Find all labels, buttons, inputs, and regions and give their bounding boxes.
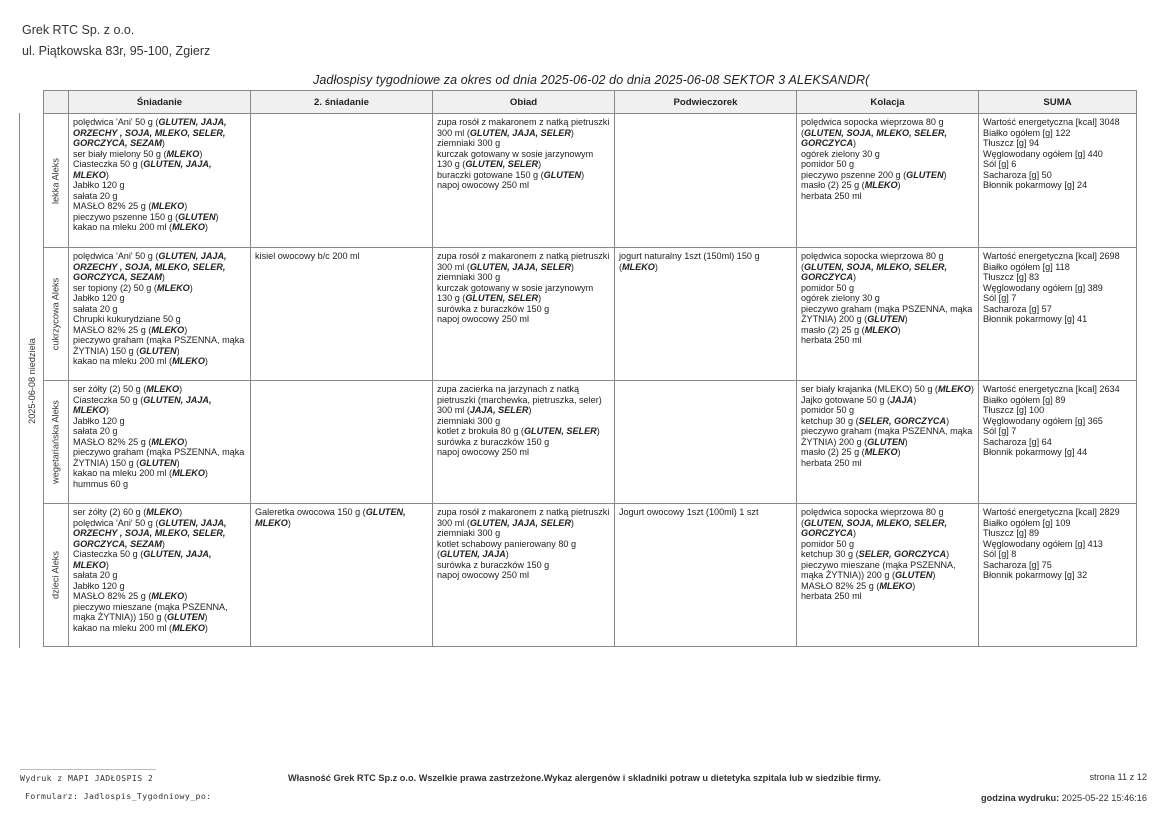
meal-item: ogórek zielony 30 g xyxy=(801,148,880,159)
meal-item: polędwica 'Ani' 50 g (GLUTEN, JAJA, ORZECHY , SOJA, MLEKO, SELER, GORCZYCA, SEZAM) xyxy=(73,251,227,283)
meal-item: sałata 20 g xyxy=(73,426,118,437)
meal-item: Ciasteczka 50 g (GLUTEN, JAJA, MLEKO) xyxy=(73,159,212,180)
meal-item: surówka z buraczków 150 g xyxy=(437,559,550,570)
meal-item: napoj owocowy 250 ml xyxy=(437,447,529,458)
meal-item: kakao na mleku 200 ml (MLEKO) xyxy=(73,623,208,634)
nutrition-value: Węglowodany ogółem [g] 365 xyxy=(983,415,1103,426)
footer-page-number: strona 11 z 12 xyxy=(1089,772,1147,782)
meal-item: kakao na mleku 200 ml (MLEKO) xyxy=(73,222,208,233)
meal-cell-kolacja xyxy=(797,504,979,647)
meal-item: kurczak gotowany w sosie jarzynowym 130 g (GLUTEN, SELER) xyxy=(437,148,594,170)
meal-cell-podwieczorek xyxy=(615,504,797,647)
col-header-kolacja: Kolacja xyxy=(797,91,979,114)
meal-item: pomidor 50 g xyxy=(801,282,855,293)
meal-cell-sniadanie xyxy=(69,381,251,504)
nutrition-value: Białko ogółem [g] 109 xyxy=(983,517,1071,528)
meal-item: Jogurt owocowy 1szt (100ml) 1 szt xyxy=(619,507,759,517)
meal-item: MASŁO 82% 25 g (MLEKO) xyxy=(801,580,916,591)
footer-ownership: Własność Grek RTC Sp.z o.o. Wszelkie prawa zastrzeżone.Wykaz alergenów i skladniki potraw u dietetyka szpitala lub w siedzibie firmy. xyxy=(288,773,881,783)
nutrition-value: Sacharoza [g] 75 xyxy=(983,559,1052,570)
meal-cell-2-sniadanie xyxy=(251,114,433,248)
meal-item: Jabłko 120 g xyxy=(73,180,125,191)
nutrition-value: Węglowodany ogółem [g] 389 xyxy=(983,282,1103,293)
meal-item: pieczywo mieszane (mąka PSZENNA, mąka ŻYTNIA)) 150 g (GLUTEN) xyxy=(73,601,228,623)
meal-item: MASŁO 82% 25 g (MLEKO) xyxy=(73,436,188,447)
meal-item: herbata 250 ml xyxy=(801,335,862,346)
nutrition-value: Białko ogółem [g] 118 xyxy=(983,261,1070,272)
diet-cell xyxy=(44,381,69,504)
date-band xyxy=(19,113,44,648)
meal-item: ogórek zielony 30 g xyxy=(801,293,880,304)
menu-row xyxy=(44,248,1137,381)
nutrition-value: Tłuszcz [g] 89 xyxy=(983,528,1040,539)
meal-item: zupa rosół z makaronem z natką pietruszki 300 ml (GLUTEN, JAJA, SELER) xyxy=(437,117,610,138)
company-address: ul. Piątkowska 83r, 95-100, Zgierz xyxy=(22,44,211,58)
meal-cell-2-sniadanie xyxy=(251,504,433,647)
meal-item: pieczywo graham (mąka PSZENNA, mąka ŻYTNIA) 200 g (GLUTEN) xyxy=(801,303,973,325)
meal-item: kakao na mleku 200 ml (MLEKO) xyxy=(73,356,208,367)
nutrition-value: Sól [g] 8 xyxy=(983,549,1017,560)
col-header-obiad: Obiad xyxy=(433,91,615,114)
nutrition-value: Sól [g] 6 xyxy=(983,159,1017,170)
meal-cell-obiad xyxy=(433,381,615,504)
meal-cell-sniadanie xyxy=(69,114,251,248)
col-header-sniadanie: Śniadanie xyxy=(69,91,251,114)
meal-cell-kolacja xyxy=(797,381,979,504)
meal-item: napoj owocowy 250 ml xyxy=(437,570,529,581)
diet-cell xyxy=(44,504,69,647)
nutrition-value: Tłuszcz [g] 94 xyxy=(983,138,1040,149)
nutrition-value: Błonnik pokarmowy [g] 24 xyxy=(983,180,1088,191)
meal-item: ser biały mielony 50 g (MLEKO) xyxy=(73,148,203,159)
meal-item: surówka z buraczków 150 g xyxy=(437,303,550,314)
meal-item: Galeretka owocowa 150 g (GLUTEN, MLEKO) xyxy=(255,507,406,528)
meal-item: Ciasteczka 50 g (GLUTEN, JAJA, MLEKO) xyxy=(73,549,212,570)
date-label: 2025-06-08 niedziela xyxy=(27,337,37,424)
diet-cell xyxy=(44,114,69,248)
meal-item: ketchup 30 g (SELER, GORCZYCA) xyxy=(801,415,950,426)
print-time-label: godzina wydruku: xyxy=(981,793,1060,803)
meal-cell-obiad xyxy=(433,504,615,647)
nutrition-value: Wartość energetyczna [kcal] 2698 xyxy=(983,251,1120,261)
nutrition-value: Sacharoza [g] 50 xyxy=(983,169,1052,180)
meal-item: pieczywo graham (mąka PSZENNA, mąka ŻYTNIA) 200 g (GLUTEN) xyxy=(801,426,973,447)
meal-cell-kolacja xyxy=(797,114,979,248)
meal-item: ziemniaki 300 g xyxy=(437,138,501,149)
meal-item: ser żółty (2) 60 g (MLEKO) xyxy=(73,507,183,517)
meal-item: jogurt naturalny 1szt (150ml) 150 g (MLEKO) xyxy=(619,251,760,272)
meal-item: pieczywo pszenne 150 g (GLUTEN) xyxy=(73,211,219,222)
meal-item: kurczak gotowany w sosie jarzynowym 130 g (GLUTEN, SELER) xyxy=(437,282,594,304)
meal-item: polędwica 'Ani' 50 g (GLUTEN, JAJA, ORZECHY , SOJA, MLEKO, SELER, GORCZYCA, SEZAM) xyxy=(73,117,227,149)
meal-item: herbata 250 ml xyxy=(801,190,862,201)
nutrition-value: Wartość energetyczna [kcal] 2829 xyxy=(983,507,1120,517)
meal-item: sałata 20 g xyxy=(73,190,118,201)
diet-cell xyxy=(44,248,69,381)
diet-label: lekka Aleks xyxy=(50,157,61,204)
meal-cell-podwieczorek xyxy=(615,381,797,504)
meal-item: masło (2) 25 g (MLEKO) xyxy=(801,180,901,191)
meal-item: MASŁO 82% 25 g (MLEKO) xyxy=(73,324,188,335)
menu-table xyxy=(43,90,1137,647)
diet-label: wegetariańska Aleks xyxy=(50,400,61,484)
meal-cell-obiad xyxy=(433,248,615,381)
corner-cell xyxy=(44,91,69,114)
meal-item: masło (2) 25 g (MLEKO) xyxy=(801,324,901,335)
meal-item: Jabłko 120 g xyxy=(73,415,125,426)
meal-item: buraczki gotowane 150 g (GLUTEN) xyxy=(437,169,585,180)
meal-item: pieczywo pszenne 200 g (GLUTEN) xyxy=(801,169,947,180)
meal-cell-2-sniadanie xyxy=(251,248,433,381)
meal-item: ziemniaki 300 g xyxy=(437,528,501,539)
meal-item: ser topiony (2) 50 g (MLEKO) xyxy=(73,282,193,293)
nutrition-value: Białko ogółem [g] 122 xyxy=(983,127,1071,138)
print-time-value: 2025-05-22 15:46:16 xyxy=(1061,793,1147,803)
meal-item: MASŁO 82% 25 g (MLEKO) xyxy=(73,591,188,602)
meal-item: kotlet schabowy panierowany 80 g (GLUTEN, JAJA) xyxy=(437,538,577,560)
meal-item: herbata 250 ml xyxy=(801,591,862,602)
meal-cell-podwieczorek xyxy=(615,248,797,381)
col-header-suma: SUMA xyxy=(979,91,1137,114)
meal-item: herbata 250 ml xyxy=(801,457,862,468)
meal-item: Chrupki kukurydziane 50 g xyxy=(73,314,181,325)
nutrition-value: Białko ogółem [g] 89 xyxy=(983,394,1066,405)
meal-item: surówka z buraczków 150 g xyxy=(437,436,550,447)
footer-form: Formularz: Jadlospis_Tygodniowy_po: xyxy=(25,791,212,801)
nutrition-value: Sacharoza [g] 64 xyxy=(983,436,1052,447)
nutrition-value: Sól [g] 7 xyxy=(983,293,1017,304)
meal-item: Jabłko 120 g xyxy=(73,293,125,304)
nutrition-value: Węglowodany ogółem [g] 440 xyxy=(983,148,1103,159)
meal-item: Jabłko 120 g xyxy=(73,580,125,591)
meal-item: zupa zacierka na jarzynach z natką pietruszki (marchewka, pietruszka, seler) 300 ml (JAJA, SELER) xyxy=(437,384,602,416)
meal-item: MASŁO 82% 25 g (MLEKO) xyxy=(73,201,188,212)
nutrition-value: Tłuszcz [g] 100 xyxy=(983,405,1045,416)
meal-item: napoj owocowy 250 ml xyxy=(437,180,529,191)
meal-item: Jajko gotowane 50 g (JAJA) xyxy=(801,394,917,405)
meal-cell-2-sniadanie xyxy=(251,381,433,504)
meal-item: ziemniaki 300 g xyxy=(437,415,501,426)
diet-label: cukrzycowa Aleks xyxy=(50,277,61,351)
meal-item: polędwica sopocka wieprzowa 80 g (GLUTEN, SOJA, MLEKO, SELER, GORCZYCA) xyxy=(801,251,948,283)
nutrition-value: Błonnik pokarmowy [g] 32 xyxy=(983,570,1088,581)
nutrition-value: Wartość energetyczna [kcal] 2634 xyxy=(983,384,1120,394)
nutrition-value: Węglowodany ogółem [g] 413 xyxy=(983,538,1103,549)
meal-item: zupa rosół z makaronem z natką pietruszki 300 ml (GLUTEN, JAJA, SELER) xyxy=(437,507,610,528)
meal-cell-suma xyxy=(979,504,1137,647)
meal-item: pieczywo mieszane (mąka PSZENNA, mąka ŻYTNIA)) 200 g (GLUTEN) xyxy=(801,559,956,581)
header-row xyxy=(44,91,1137,114)
nutrition-value: Sacharoza [g] 57 xyxy=(983,303,1052,314)
footer-printout: Wydruk z MAPI JADŁOSPIS 2 xyxy=(20,773,154,783)
meal-item: pomidor 50 g xyxy=(801,538,855,549)
meal-item: ziemniaki 300 g xyxy=(437,272,501,283)
meal-item: ketchup 30 g (SELER, GORCZYCA) xyxy=(801,549,950,560)
col-header-podwieczorek: Podwieczorek xyxy=(615,91,797,114)
meal-item: polędwica sopocka wieprzowa 80 g (GLUTEN, SOJA, MLEKO, SELER, GORCZYCA) xyxy=(801,507,948,539)
diet-label: dzieci Aleks xyxy=(50,550,61,600)
meal-item: sałata 20 g xyxy=(73,570,118,581)
meal-item: ser biały krajanka (MLEKO) 50 g (MLEKO) xyxy=(801,384,974,394)
meal-item: pieczywo graham (mąka PSZENNA, mąka ŻYTNIA) 150 g (GLUTEN) xyxy=(73,447,245,468)
page-title: Jadłospisy tygodniowe za okres od dnia 2025-06-02 do dnia 2025-06-08 SEKTOR 3 ALEKSANDR( xyxy=(313,73,870,87)
meal-item: polędwica sopocka wieprzowa 80 g (GLUTEN, SOJA, MLEKO, SELER, GORCZYCA) xyxy=(801,117,948,149)
footer-rule xyxy=(20,769,156,770)
meal-cell-suma xyxy=(979,114,1137,248)
meal-item: pieczywo graham (mąka PSZENNA, mąka ŻYTNIA) 150 g (GLUTEN) xyxy=(73,335,245,356)
meal-item: pomidor 50 g xyxy=(801,159,855,170)
meal-item: ser żółty (2) 50 g (MLEKO) xyxy=(73,384,183,394)
meal-item: napoj owocowy 250 ml xyxy=(437,314,529,325)
meal-cell-kolacja xyxy=(797,248,979,381)
meal-item: sałata 20 g xyxy=(73,303,118,314)
company-name: Grek RTC Sp. z o.o. xyxy=(22,23,135,37)
meal-item: polędwica 'Ani' 50 g (GLUTEN, JAJA, ORZECHY , SOJA, MLEKO, SELER, GORCZYCA, SEZAM) xyxy=(73,517,227,549)
footer-print-time xyxy=(981,793,1147,803)
meal-item: masło (2) 25 g (MLEKO) xyxy=(801,447,901,458)
nutrition-value: Sól [g] 7 xyxy=(983,426,1017,437)
meal-cell-podwieczorek xyxy=(615,114,797,248)
meal-item: hummus 60 g xyxy=(73,478,129,489)
meal-cell-obiad xyxy=(433,114,615,248)
menu-row xyxy=(44,381,1137,504)
nutrition-value: Tłuszcz [g] 83 xyxy=(983,272,1040,283)
menu-row xyxy=(44,504,1137,647)
nutrition-value: Błonnik pokarmowy [g] 44 xyxy=(983,447,1088,458)
meal-item: kakao na mleku 200 ml (MLEKO) xyxy=(73,468,208,479)
menu-row xyxy=(44,114,1137,248)
nutrition-value: Wartość energetyczna [kcal] 3048 xyxy=(983,117,1120,127)
meal-item: pomidor 50 g xyxy=(801,405,855,416)
meal-cell-sniadanie xyxy=(69,504,251,647)
meal-item: Ciasteczka 50 g (GLUTEN, JAJA, MLEKO) xyxy=(73,394,212,416)
col-header-2-sniadanie: 2. śniadanie xyxy=(251,91,433,114)
nutrition-value: Błonnik pokarmowy [g] 41 xyxy=(983,314,1088,325)
meal-cell-suma xyxy=(979,381,1137,504)
meal-item: zupa rosół z makaronem z natką pietruszki 300 ml (GLUTEN, JAJA, SELER) xyxy=(437,251,610,272)
meal-item: kisiel owocowy b/c 200 ml xyxy=(255,251,360,261)
meal-cell-suma xyxy=(979,248,1137,381)
meal-cell-sniadanie xyxy=(69,248,251,381)
meal-item: kotlet z brokuła 80 g (GLUTEN, SELER) xyxy=(437,426,600,437)
